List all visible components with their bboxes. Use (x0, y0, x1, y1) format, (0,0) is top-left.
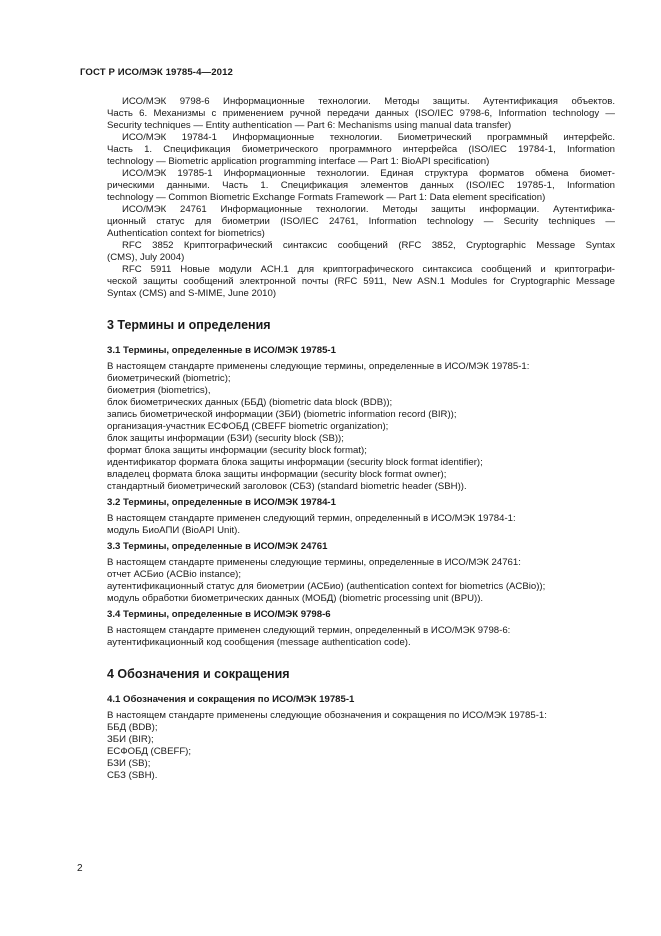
subsection-heading: 3.2 Термины, определенные в ИСО/МЭК 19784-1 (107, 497, 336, 508)
reference-line: RFC 3852 Криптографический синтаксис сообщений (RFC 3852, Cryptographic Message Syntax (122, 240, 615, 251)
term-item: владелец формата блока защиты информации (security block format owner); (107, 469, 447, 480)
reference-line: ческой защиты сообщений электронной почты (RFC 5911, New ASN.1 Modules for Cryptographic Message (107, 276, 615, 287)
document-header: ГОСТ Р ИСО/МЭК 19785-4—2012 (80, 67, 233, 78)
subsection-heading: 3.1 Термины, определенные в ИСО/МЭК 19785-1 (107, 345, 336, 356)
reference-line: (CMS), July 2004) (107, 252, 185, 263)
page-number: 2 (77, 863, 83, 874)
term-item: отчет АСБио (ACBio instance); (107, 569, 242, 580)
reference-line: ИСО/МЭК 19785-1 Информационные технологии. Единая структура форматов обмена биомет- (122, 168, 615, 179)
reference-line: RFC 5911 Новые модули АСН.1 для криптографического синтаксиса сообщений и криптографи- (122, 264, 615, 275)
text-line: В настоящем стандарте применен следующий термин, определенный в ИСО/МЭК 9798-6: (107, 625, 511, 636)
reference-line: Security techniques — Entity authentication — Part 6: Mechanisms using manual data transfer) (107, 120, 512, 131)
subsection-heading: 4.1 Обозначения и сокращения по ИСО/МЭК 19785-1 (107, 694, 355, 705)
reference-line: Authentication context for biometrics) (107, 228, 265, 239)
reference-line: ционный статус для биометрии (ISO/IEC 24761, Information technology — Security techniques — (107, 216, 615, 227)
term-item: блок защиты информации (БЗИ) (security block (SB)); (107, 433, 344, 444)
subsection-heading: 3.4 Термины, определенные в ИСО/МЭК 9798-6 (107, 609, 331, 620)
reference-line: ИСО/МЭК 24761 Информационные технологии. Методы защиты информации. Аутентифика- (122, 204, 615, 215)
text-line: В настоящем стандарте применен следующий термин, определенный в ИСО/МЭК 19784-1: (107, 513, 516, 524)
reference-line: ИСО/МЭК 9798-6 Информационные технологии. Методы защиты. Аутентификация объектов. (122, 96, 615, 107)
text-line: В настоящем стандарте применены следующие обозначения и сокращения по ИСО/МЭК 19785-1: (107, 710, 547, 721)
abbreviation-item: СБЗ (SBH). (107, 770, 158, 781)
term-item: аутентификационный код сообщения (message authentication code). (107, 637, 411, 648)
term-item: модуль обработки биометрических данных (МОБД) (biometric processing unit (BPU)). (107, 593, 484, 604)
text-line: В настоящем стандарте применены следующие термины, определенные в ИСО/МЭК 19785-1: (107, 361, 530, 372)
reference-line: technology — Common Biometric Exchange Formats Framework — Part 1: Data element specification) (107, 192, 546, 203)
reference-line: Часть 6. Механизмы с применением ручной передачи данных (ISO/IEC 9798-6, Information technology — (107, 108, 615, 119)
term-item: биометрия (biometrics), (107, 385, 211, 396)
abbreviation-item: ЗБИ (BIR); (107, 734, 154, 745)
subsection-heading: 3.3 Термины, определенные в ИСО/МЭК 24761 (107, 541, 328, 552)
abbreviation-item: ЕСФОБД (CBEFF); (107, 746, 192, 757)
term-item: запись биометрической информации (ЗБИ) (biometric information record (BIR)); (107, 409, 457, 420)
term-item: блок биометрических данных (ББД) (biometric data block (BDB)); (107, 397, 393, 408)
section-heading: 4 Обозначения и сокращения (107, 667, 290, 681)
term-item: идентификатор формата блока защиты информации (security block format identifier); (107, 457, 483, 468)
term-item: модуль БиоАПИ (BioAPI Unit). (107, 525, 241, 536)
abbreviation-item: БЗИ (SB); (107, 758, 151, 769)
reference-line: рическими данными. Часть 1. Спецификация элементов данных (ISO/IEC 19785-1, Information (107, 180, 615, 191)
reference-line: ИСО/МЭК 19784-1 Информационные технологии. Биометрический программный интерфейс. (122, 132, 615, 143)
term-item: биометрический (biometric); (107, 373, 231, 384)
section-heading: 3 Термины и определения (107, 318, 271, 332)
term-item: аутентификационный статус для биометрии (АСБио) (authentication context for biometrics (ACBio)); (107, 581, 546, 592)
term-item: организация-участник ЕСФОБД (CBEFF biometric organization); (107, 421, 389, 432)
abbreviation-item: ББД (BDB); (107, 722, 158, 733)
text-line: В настоящем стандарте применены следующие термины, определенные в ИСО/МЭК 24761: (107, 557, 521, 568)
reference-line: Часть 1. Спецификация биометрического программного интерфейса (ISO/IEC 19784-1, Information (107, 144, 615, 155)
reference-line: Syntax (CMS) and S-MIME, June 2010) (107, 288, 277, 299)
term-item: формат блока защиты информации (security block format); (107, 445, 367, 456)
reference-line: technology — Biometric application programming interface — Part 1: BioAPI specification) (107, 156, 490, 167)
term-item: стандартный биометрический заголовок (СБЗ) (standard biometric header (SBH)). (107, 481, 467, 492)
